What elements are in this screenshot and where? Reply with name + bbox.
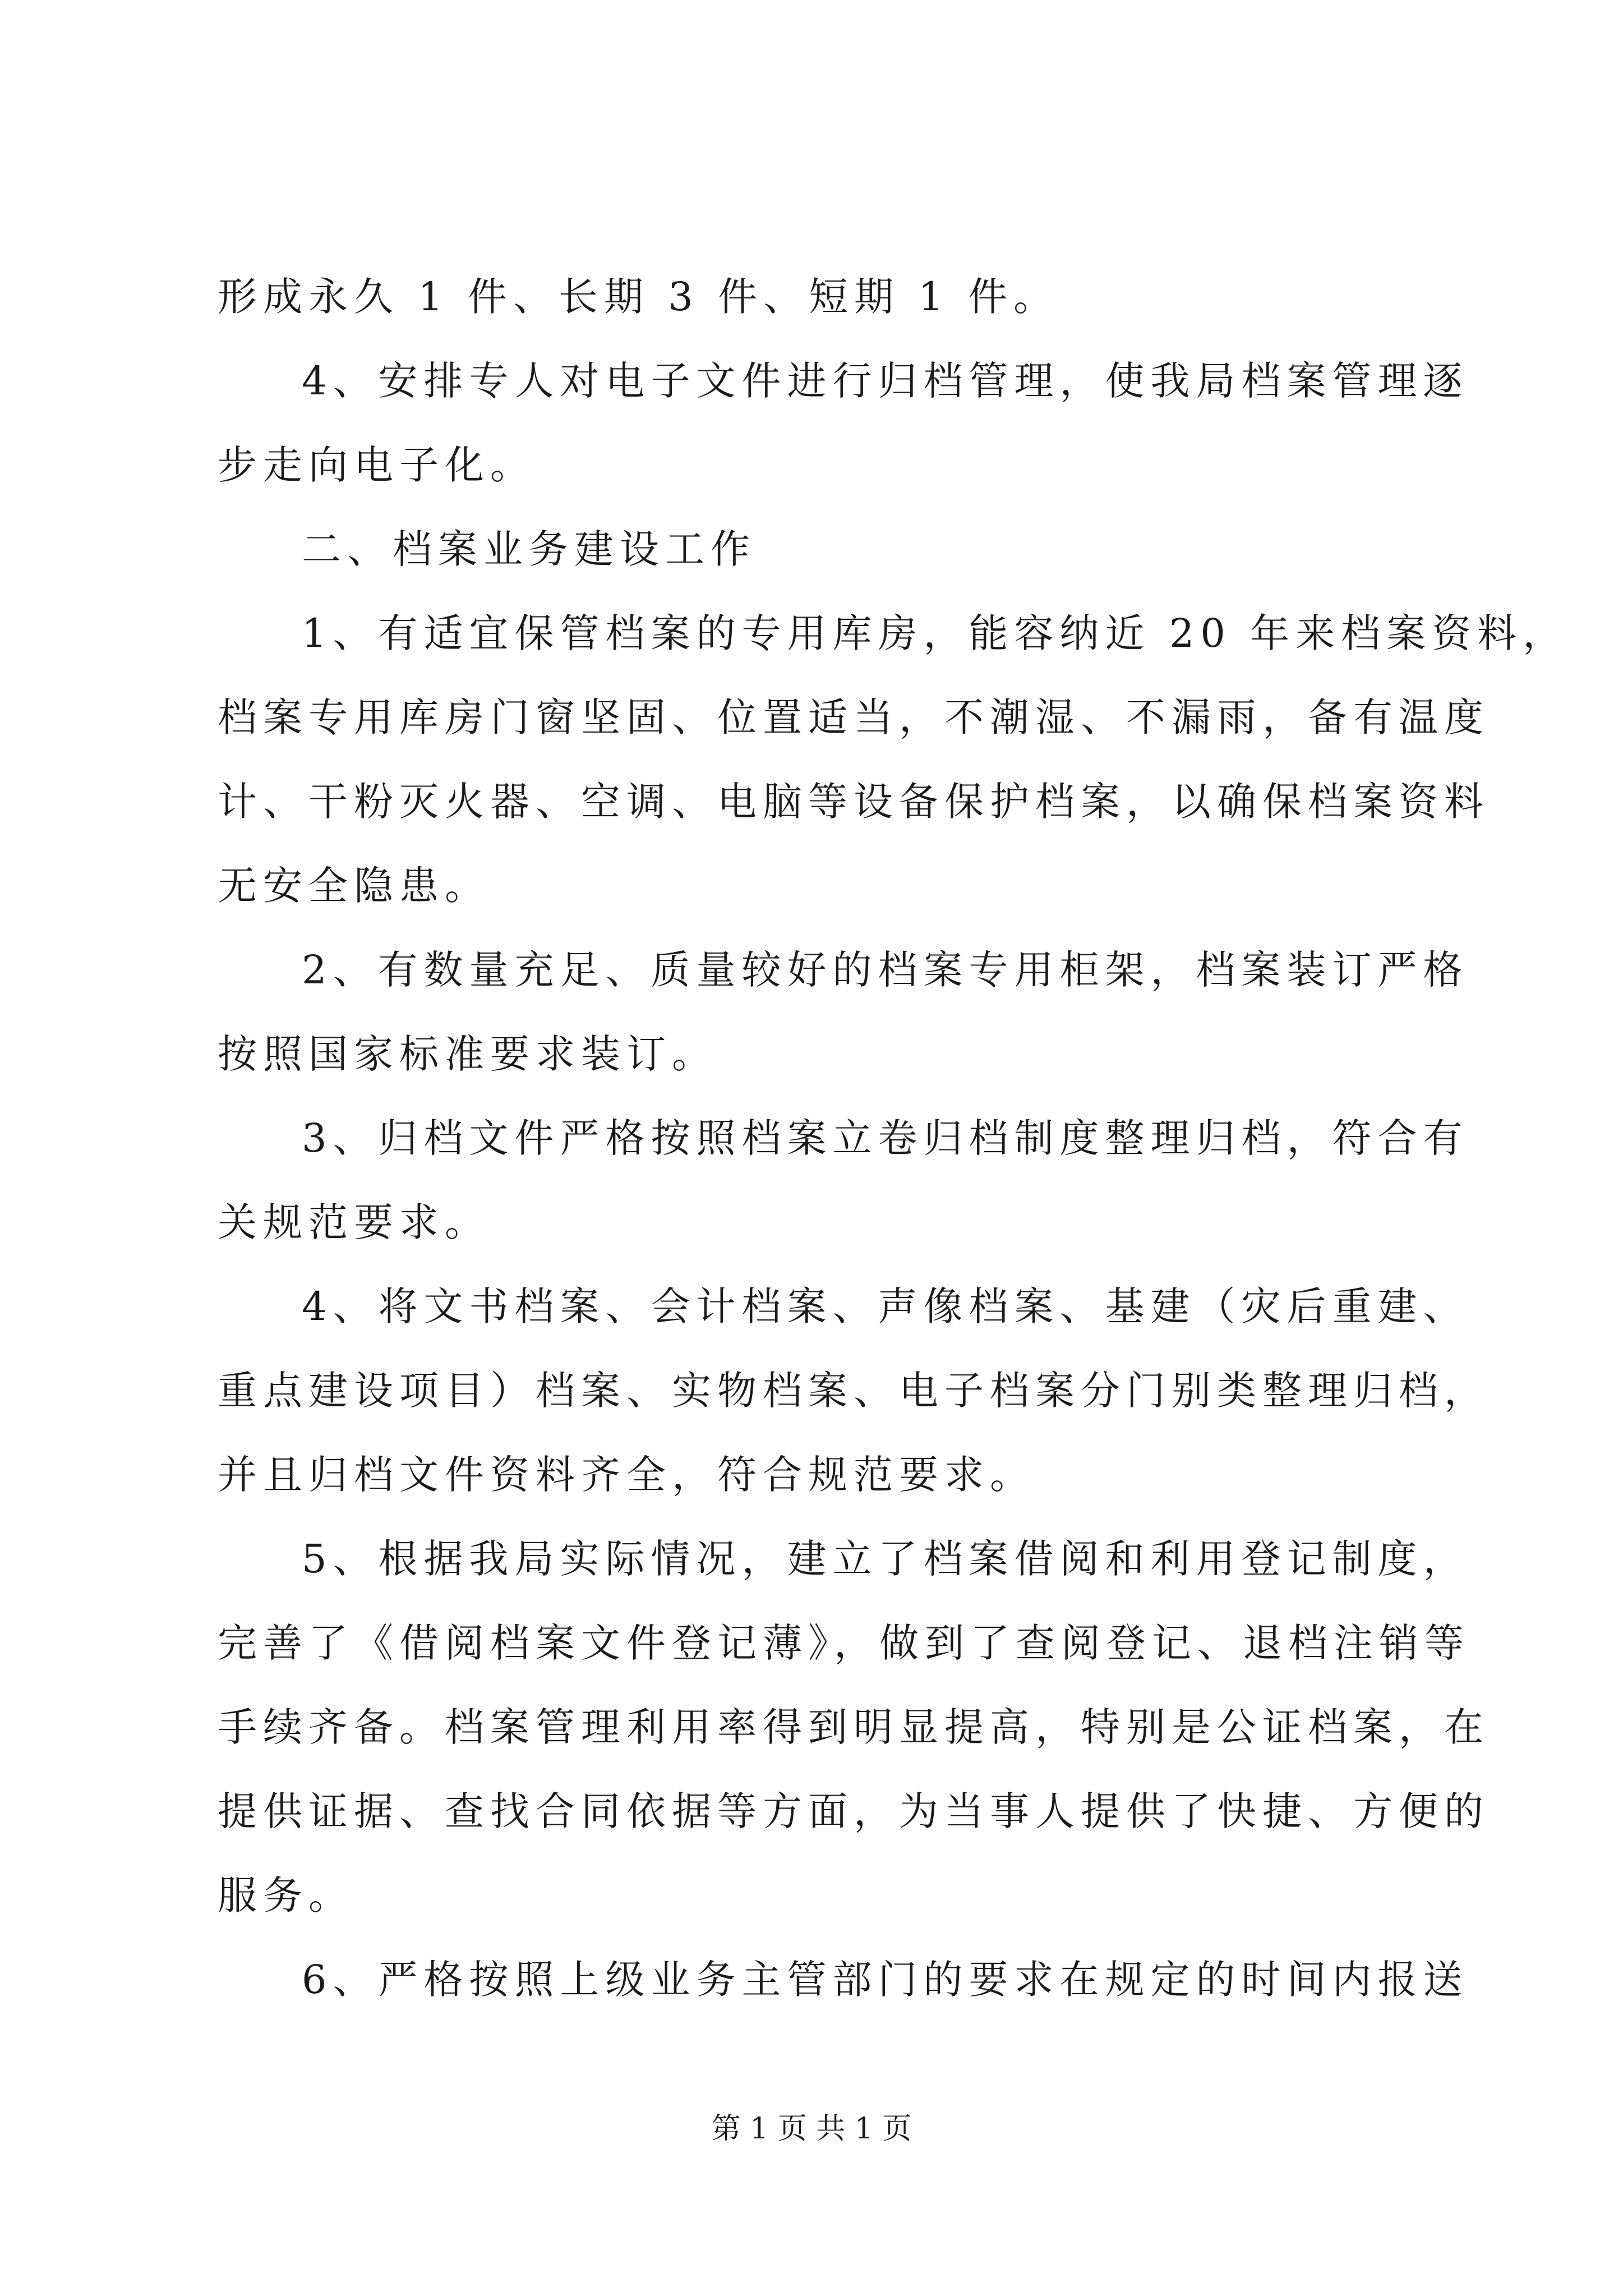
paragraph-2-line-1: 2、有数量充足、质量较好的档案专用柜架，档案装订严格 <box>302 947 1469 993</box>
paragraph-4-line-1: 4、将文书档案、会计档案、声像档案、基建（灾后重建、 <box>302 1283 1469 1329</box>
paragraph-5-line-4: 提供证据、查找合同依据等方面，为当事人提供了快捷、方便的 <box>218 1788 1490 1834</box>
document-body <box>218 255 1569 2022</box>
paragraph-1-line-1: 1、有适宜保管档案的专用库房，能容纳近 20 年来档案资料， <box>302 610 1569 656</box>
paragraph-4-line-3: 并且归档文件资料齐全，符合规范要求。 <box>218 1452 1035 1498</box>
paragraph-1-line-3: 计、干粉灭火器、空调、电脑等设备保护档案，以确保档案资料 <box>218 779 1490 825</box>
paragraph-6-line-1: 6、严格按照上级业务主管部门的要求在规定的时间内报送 <box>302 1957 1469 2003</box>
paragraph-item-4-line-2: 步走向电子化。 <box>218 442 536 488</box>
paragraph-5-line-1: 5、根据我局实际情况，建立了档案借阅和利用登记制度， <box>302 1536 1469 1582</box>
paragraph-5-line-3: 手续齐备。档案管理利用率得到明显提高，特别是公证档案，在 <box>218 1704 1490 1750</box>
paragraph-1-line-4: 无安全隐患。 <box>218 863 490 909</box>
paragraph-5-line-2: 完善了《借阅档案文件登记薄》，做到了查阅登记、退档注销等 <box>218 1620 1470 1666</box>
text-line: 形成永久 1 件、长期 3 件、短期 1 件。 <box>218 274 1059 320</box>
paragraph-2-line-2: 按照国家标准要求装订。 <box>218 1031 717 1077</box>
paragraph-item-4-line-1: 4、安排专人对电子文件进行归档管理，使我局档案管理逐 <box>302 358 1469 404</box>
paragraph-1-line-2: 档案专用库房门窗坚固、位置适当，不潮湿、不漏雨，备有温度 <box>218 694 1490 740</box>
paragraph-4-line-2: 重点建设项目）档案、实物档案、电子档案分门别类整理归档， <box>218 1368 1490 1414</box>
paragraph-5-line-5: 服务。 <box>218 1872 354 1918</box>
page-footer: 第 1 页 共 1 页 <box>711 2112 912 2146</box>
paragraph-3-line-1: 3、归档文件严格按照档案立卷归档制度整理归档，符合有 <box>302 1115 1469 1161</box>
section-heading: 二、档案业务建设工作 <box>302 526 756 572</box>
paragraph-3-line-2: 关规范要求。 <box>218 1199 490 1245</box>
